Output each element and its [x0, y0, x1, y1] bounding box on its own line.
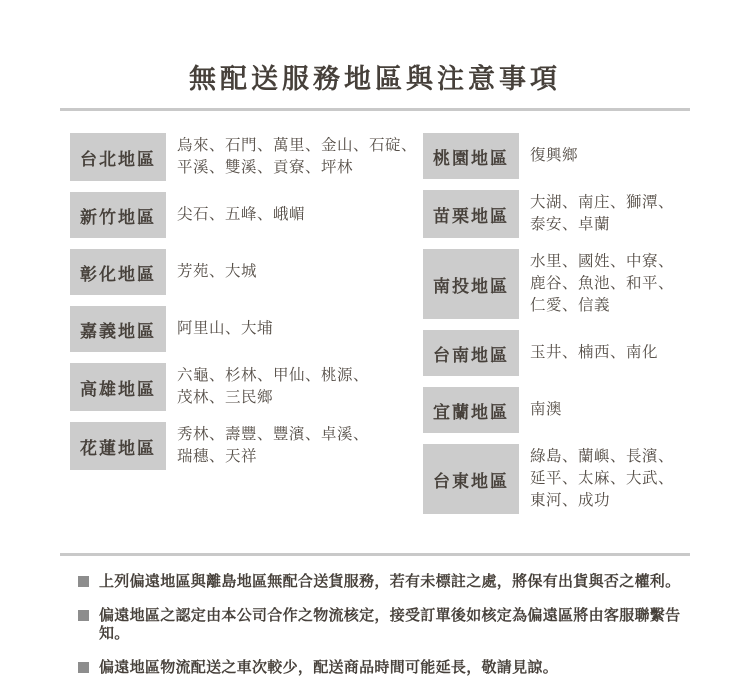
region-list: [530, 330, 658, 376]
region-list-line: 六龜、杉林、甲仙、桃源、: [177, 367, 370, 384]
top-divider: [60, 108, 690, 111]
region-label: 台北地區: [70, 133, 166, 181]
region-list: [530, 444, 674, 514]
region-row-changhua: [70, 249, 423, 295]
region-label: 花蓮地區: [70, 422, 166, 470]
note-item: [78, 573, 690, 591]
region-label: 新竹地區: [70, 192, 166, 238]
region-label: 嘉義地區: [70, 306, 166, 352]
region-list-line: 秀林、壽豐、豐濱、卓溪、: [177, 426, 370, 443]
region-row-taoyuan: [423, 133, 704, 179]
region-row-chiayi: [70, 306, 423, 352]
region-list: [177, 133, 417, 181]
region-list: [177, 363, 369, 411]
region-list-line: 仁愛、信義: [530, 297, 611, 314]
region-list-line: 東河、成功: [530, 492, 611, 509]
region-row-miaoli: [423, 190, 704, 238]
region-list-line: 水里、國姓、中寮、: [530, 253, 675, 270]
region-label: 台東地區: [423, 444, 519, 514]
note-item: [78, 659, 690, 677]
region-list: [177, 422, 369, 470]
region-label: 彰化地區: [70, 249, 166, 295]
region-list: [530, 387, 562, 433]
region-label: 台南地區: [423, 330, 519, 376]
region-list: [530, 249, 674, 319]
region-list: [177, 192, 305, 238]
region-list-line: 南澳: [530, 401, 563, 418]
region-list: [530, 133, 578, 179]
region-list-line: 玉井、楠西、南化: [530, 344, 659, 361]
region-list-line: 泰安、卓蘭: [530, 216, 611, 233]
bullet-square-icon: [78, 576, 89, 587]
region-list-line: 瑞穗、天祥: [177, 448, 258, 465]
region-list-line: 平溪、雙溪、貢寮、坪林: [177, 159, 354, 176]
notes-section: [78, 573, 690, 677]
note-item: [78, 607, 690, 643]
region-list: [177, 249, 257, 295]
bullet-square-icon: [78, 662, 89, 673]
region-label: 桃園地區: [423, 133, 519, 179]
page-title: 無配送服務地區與注意事項: [189, 64, 561, 94]
region-row-hualien: [70, 422, 423, 470]
bullet-square-icon: [78, 610, 89, 621]
bottom-divider: [60, 553, 690, 556]
region-list-line: 芳苑、大城: [177, 263, 258, 280]
region-list-line: 阿里山、大埔: [177, 320, 274, 337]
region-list-line: 大湖、南庄、獅潭、: [530, 194, 675, 211]
region-column-right: [423, 133, 750, 525]
region-row-kaohsiung: [70, 363, 423, 411]
note-text: 偏遠地區物流配送之車次較少，配送商品時間可能延長，敬請見諒。: [99, 659, 559, 676]
region-table: [70, 133, 750, 525]
region-list-line: 綠島、蘭嶼、長濱、: [530, 448, 675, 465]
note-text: 上列偏遠地區與離島地區無配合送貨服務，若有未標註之處，將保有出貨與否之權利。: [99, 573, 681, 590]
region-label: 高雄地區: [70, 363, 166, 411]
region-row-taitung: [423, 444, 704, 514]
region-list-line: 烏來、石門、萬里、金山、石碇、: [177, 137, 418, 154]
region-row-taipei: [70, 133, 423, 181]
region-label: 南投地區: [423, 249, 519, 319]
region-list-line: 延平、太麻、大武、: [530, 470, 675, 487]
region-list-line: 復興鄉: [530, 147, 579, 164]
region-list: [530, 190, 674, 238]
region-column-left: [70, 133, 423, 481]
region-row-tainan: [423, 330, 704, 376]
region-row-hsinchu: [70, 192, 423, 238]
region-list: [177, 306, 273, 352]
note-text: 偏遠地區之認定由本公司合作之物流核定，接受訂單後如核定為偏遠區將由客服聯繫告知。: [99, 607, 681, 642]
region-row-nantou: [423, 249, 704, 319]
region-label: 苗栗地區: [423, 190, 519, 238]
region-list-line: 茂林、三民鄉: [177, 389, 274, 406]
region-label: 宜蘭地區: [423, 387, 519, 433]
region-list-line: 鹿谷、魚池、和平、: [530, 275, 675, 292]
region-row-yilan: [423, 387, 704, 433]
region-list-line: 尖石、五峰、峨嵋: [177, 206, 306, 223]
